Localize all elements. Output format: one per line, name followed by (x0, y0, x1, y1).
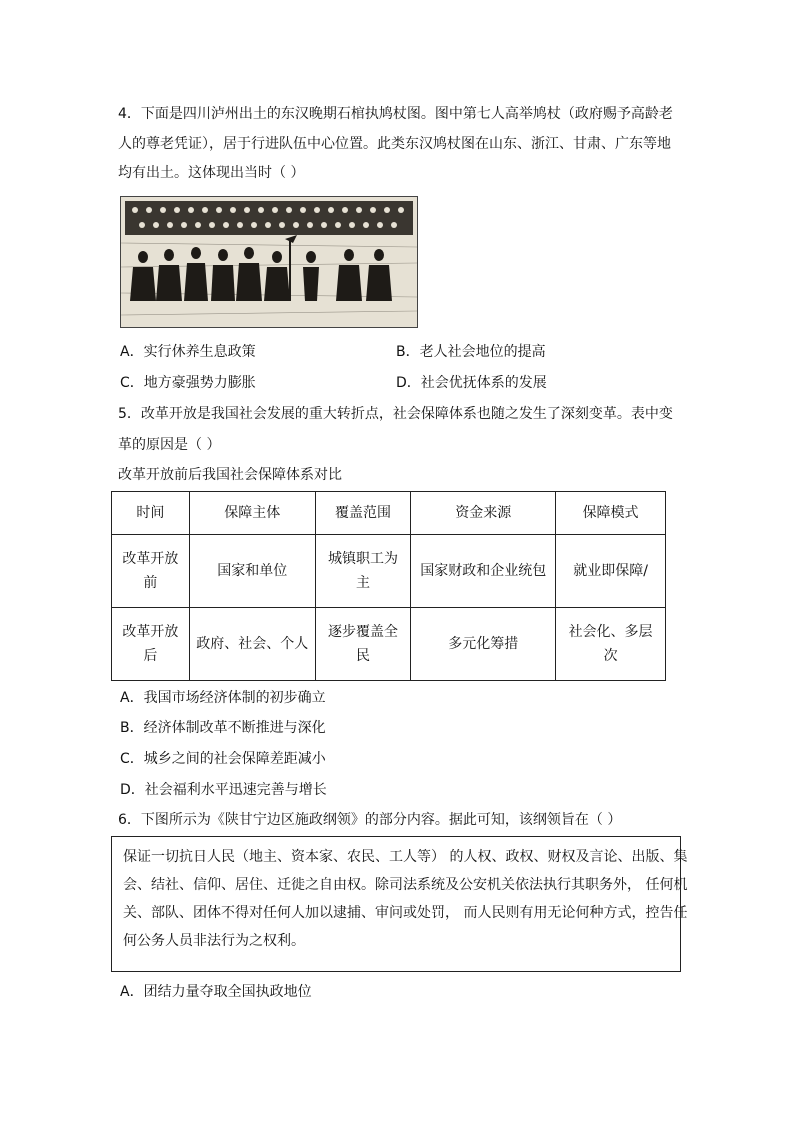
table-cell: 政府、社会、个人 (189, 608, 315, 681)
q5-stem-line-1: 5．改革开放是我国社会发展的重大转折点，社会保障体系也随之发生了深刻变革。表中变 (118, 406, 673, 422)
table-header-cell: 资金来源 (411, 492, 556, 535)
q4-stem-line-2: 人的尊老凭证），居于行进队伍中心位置。此类东汉鸠杖图在山东、浙江、甘肃、广东等地 (118, 136, 671, 152)
quote-line: 关、部队、团体不得对任何人加以逮捕、审问或处罚， 而人民则有用无论何种方式，控告任 (123, 905, 688, 921)
table-cell: 改革开放后 (112, 608, 190, 681)
q5-option-d[interactable]: D．社会福利水平迅速完善与增长 (120, 782, 327, 798)
q5-option-a[interactable]: A．我国市场经济体制的初步确立 (120, 690, 326, 706)
q4-option-c[interactable]: C．地方豪强势力膨胀 (120, 375, 256, 391)
table-row (112, 535, 666, 608)
q4-option-a[interactable]: A．实行休养生息政策 (120, 344, 256, 360)
table-cell: 逐步覆盖全民 (315, 608, 411, 681)
q4-option-d[interactable]: D．社会优抚体系的发展 (396, 375, 547, 391)
table-header-cell: 保障模式 (556, 492, 666, 535)
quote-box (111, 836, 688, 972)
stone-coffin-relief-image (120, 196, 418, 328)
quote-line: 保证一切抗日人民（地主、资本家、农民、工人等） 的人权、政权、财权及言论、出版、集 (123, 849, 688, 865)
table-header-row (112, 492, 666, 535)
q5-option-b[interactable]: B．经济体制改革不断推进与深化 (120, 720, 326, 736)
table-cell: 多元化筹措 (411, 608, 556, 681)
table-header-cell: 保障主体 (189, 492, 315, 535)
q5-option-c[interactable]: C．城乡之间的社会保障差距减小 (120, 751, 326, 767)
table-cell: 城镇职工为主 (315, 535, 411, 608)
table-header-cell: 覆盖范围 (315, 492, 411, 535)
q4-stem-line-3: 均有出土。这体现出当时（ ） (118, 165, 305, 181)
q5-stem-line-2: 革的原因是（ ） (118, 437, 221, 453)
social-security-comparison-table (111, 491, 666, 681)
table-cell: 就业即保障/ (556, 535, 666, 608)
q5-table-caption: 改革开放前后我国社会保障体系对比 (118, 467, 342, 483)
table-header-cell: 时间 (112, 492, 190, 535)
table-cell: 国家和单位 (189, 535, 315, 608)
quote-line: 会、结社、信仰、居住、迁徙之自由权。除司法系统及公安机关依法执行其职务外， 任何机 (123, 877, 688, 893)
table-cell: 改革开放前 (112, 535, 190, 608)
q6-option-a[interactable]: A．团结力量夺取全国执政地位 (120, 984, 312, 1000)
quote-line: 何公务人员非法行为之权利。 (123, 933, 305, 949)
q6-stem: 6．下图所示为《陕甘宁边区施政纲领》的部分内容。据此可知，该纲领旨在（ ） (118, 812, 622, 828)
q4-stem-line-1: 4．下面是四川泸州出土的东汉晚期石棺执鸠杖图。图中第七人高举鸠杖（政府赐予高龄老 (118, 106, 673, 122)
q4-option-b[interactable]: B．老人社会地位的提高 (396, 344, 546, 360)
table-cell: 国家财政和企业统包 (411, 535, 556, 608)
relief-illustration (121, 197, 417, 327)
table-cell: 社会化、多层次 (556, 608, 666, 681)
table-row (112, 608, 666, 681)
